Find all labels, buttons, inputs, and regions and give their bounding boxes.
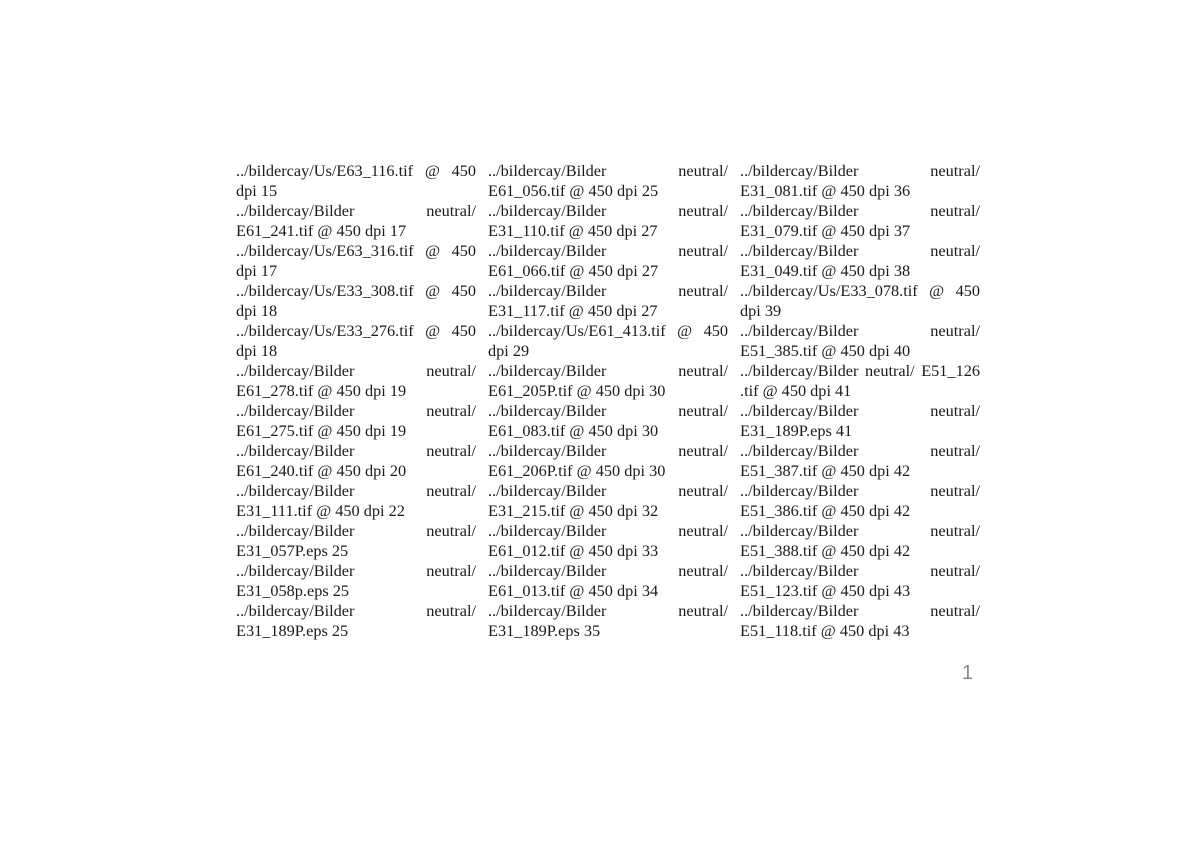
index-entry: ../bildercay/Bilder neutral/ E31_049.tif @ 450 dpi 38 [740, 241, 980, 280]
index-entry: ../bildercay/Bilder neutral/ E61_066.tif @ 450 dpi 27 [488, 241, 728, 280]
index-entry: ../bildercay/Us/E63_316.tif @ 450 dpi 17 [236, 241, 476, 280]
index-entry: ../bildercay/Bilder neutral/ E31_111.tif @ 450 dpi 22 [236, 481, 476, 520]
index-entry: ../bildercay/Bilder neutral/ E51_388.tif @ 450 dpi 42 [740, 521, 980, 560]
index-entry: ../bildercay/Bilder neutral/ E51_385.tif @ 450 dpi 40 [740, 321, 980, 360]
index-column-2 [488, 161, 728, 641]
index-entry: ../bildercay/Bilder neutral/ E31_189P.eps 35 [488, 601, 728, 640]
index-entry: ../bildercay/Bilder neutral/ E31_081.tif @ 450 dpi 36 [740, 161, 980, 200]
index-entry: ../bildercay/Bilder neutral/ E31_189P.eps 25 [236, 601, 476, 640]
index-entry: ../bildercay/Us/E33_078.tif @ 450 dpi 39 [740, 281, 980, 320]
index-entry: ../bildercay/Bilder neutral/ E51_123.tif @ 450 dpi 43 [740, 561, 980, 600]
index-entry: ../bildercay/Bilder neutral/ E61_083.tif @ 450 dpi 30 [488, 401, 728, 440]
index-entry: ../bildercay/Us/E33_308.tif @ 450 dpi 18 [236, 281, 476, 320]
index-entry: ../bildercay/Bilder neutral/ E31_215.tif @ 450 dpi 32 [488, 481, 728, 520]
index-entry: ../bildercay/Bilder neutral/ E31_189P.eps 41 [740, 401, 980, 440]
index-entry: ../bildercay/Bilder neutral/ E51_386.tif @ 450 dpi 42 [740, 481, 980, 520]
index-entry: ../bildercay/Us/E33_276.tif @ 450 dpi 18 [236, 321, 476, 360]
index-entry: ../bildercay/Bilder neutral/ E31_058p.eps 25 [236, 561, 476, 600]
index-entry: ../bildercay/Bilder neutral/ E51_118.tif @ 450 dpi 43 [740, 601, 980, 640]
index-entry: ../bildercay/Bilder neutral/ E61_056.tif @ 450 dpi 25 [488, 161, 728, 200]
index-column-1 [236, 161, 476, 641]
index-entry: ../bildercay/Bilder neutral/ E61_241.tif @ 450 dpi 17 [236, 201, 476, 240]
index-entry: ../bildercay/Bilder neutral/ E61_013.tif @ 450 dpi 34 [488, 561, 728, 600]
image-index-columns [236, 161, 996, 651]
index-entry: ../bildercay/Bilder neutral/ E61_012.tif @ 450 dpi 33 [488, 521, 728, 560]
index-entry: ../bildercay/Bilder neutral/ E51_387.tif @ 450 dpi 42 [740, 441, 980, 480]
index-entry: ../bildercay/Bilder neutral/ E61_206P.tif @ 450 dpi 30 [488, 441, 728, 480]
index-column-3 [740, 161, 980, 641]
index-entry: ../bildercay/Bilder neutral/ E51_126 .tif @ 450 dpi 41 [740, 361, 980, 400]
index-entry: ../bildercay/Bilder neutral/ E31_057P.eps 25 [236, 521, 476, 560]
index-entry: ../bildercay/Bilder neutral/ E31_110.tif @ 450 dpi 27 [488, 201, 728, 240]
index-entry: ../bildercay/Bilder neutral/ E31_117.tif @ 450 dpi 27 [488, 281, 728, 320]
index-entry: ../bildercay/Us/E61_413.tif @ 450 dpi 29 [488, 321, 728, 360]
page-number: 1 [962, 662, 974, 684]
index-entry: ../bildercay/Us/E63_116.tif @ 450 dpi 15 [236, 161, 476, 200]
index-entry: ../bildercay/Bilder neutral/ E61_275.tif @ 450 dpi 19 [236, 401, 476, 440]
index-entry: ../bildercay/Bilder neutral/ E61_205P.tif @ 450 dpi 30 [488, 361, 728, 400]
index-entry: ../bildercay/Bilder neutral/ E61_240.tif @ 450 dpi 20 [236, 441, 476, 480]
index-entry: ../bildercay/Bilder neutral/ E31_079.tif @ 450 dpi 37 [740, 201, 980, 240]
index-entry: ../bildercay/Bilder neutral/ E61_278.tif @ 450 dpi 19 [236, 361, 476, 400]
